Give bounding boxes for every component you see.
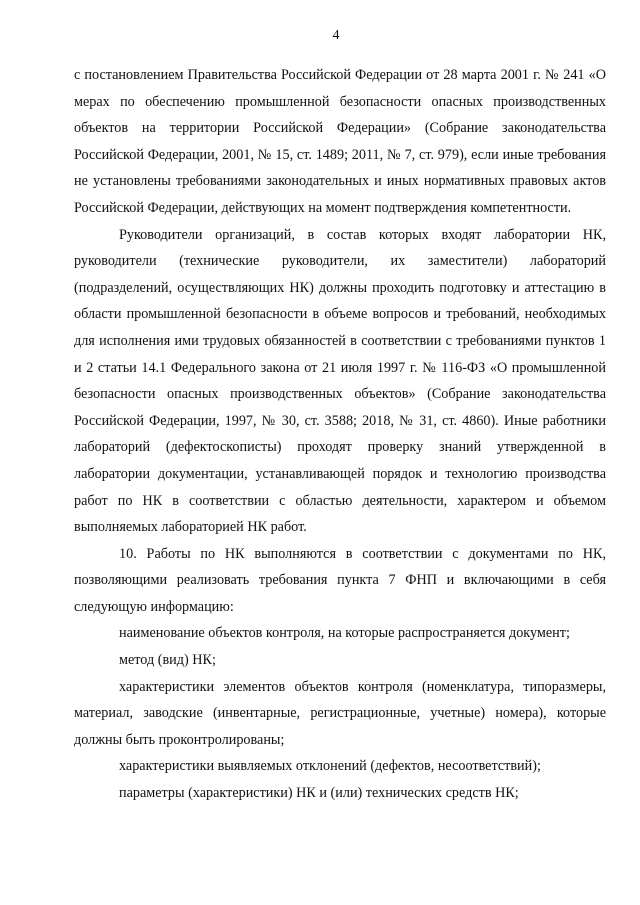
- list-item-object-names: наименование объектов контроля, на которые распространяется документ;: [119, 625, 570, 642]
- paragraph-lab-heads-certification: Руководители организаций, в состав которых входят лаборатории НК, руководители (технические руководители, их заместители) лабораторий (подразделений, осуществляющих НК) должны проходить подготовку и аттестацию в области промышленной безопасности в объеме вопросов и требований, необходимых для исполнения ими трудовых обязанностей в соответствии с требованиями пунктов 1 и 2 статьи 14.1 Федерального закона от 21 июля 1997 г. № 116-ФЗ «О промышленной безопасности опасных производственных объектов» (Собрание законодательства Российской Федерации, 1997, № 30, ст. 3588; 2018, № 31, ст. 4860). Иные работники лабораторий (дефектоскописты) проходят проверку знаний утвержденной в лаборатории документации, устанавливающей порядок и технологию производства работ по НК в соответствии с областью деятельности, характером и объемом выполняемых лабораторией НК работ.: [74, 226, 606, 536]
- list-item-method: метод (вид) НК;: [119, 652, 216, 669]
- page-number: 4: [332, 28, 340, 43]
- paragraph-continuation: с постановлением Правительства Российской Федерации от 28 марта 2001 г. № 241 «О мерах по обеспечению промышленной безопасности опасных производственных объектов на территории Российской Федерации» (Собрание законодательства Российской Федерации, 2001, № 15, ст. 1489; 2011, № 7, ст. 979), если иные требования не установлены требованиями законодательных и иных нормативных правовых актов Российской Федерации, действующих на момент подтверждения компетентности.: [74, 67, 606, 216]
- list-item-element-characteristics: характеристики элементов объектов контроля (номенклатура, типоразмеры, материал, заводские (инвентарные, регистрационные, учетные) номера), которые должны быть проконтролированы;: [74, 678, 606, 748]
- list-item-nk-parameters: параметры (характеристики) НК и (или) технических средств НК;: [119, 785, 519, 802]
- paragraph-item-10: 10. Работы по НК выполняются в соответствии с документами по НК, позволяющими реализовать требования пункта 7 ФНП и включающими в себя следующую информацию:: [74, 545, 606, 615]
- list-item-deviation-characteristics: характеристики выявляемых отклонений (дефектов, несоответствий);: [119, 758, 541, 775]
